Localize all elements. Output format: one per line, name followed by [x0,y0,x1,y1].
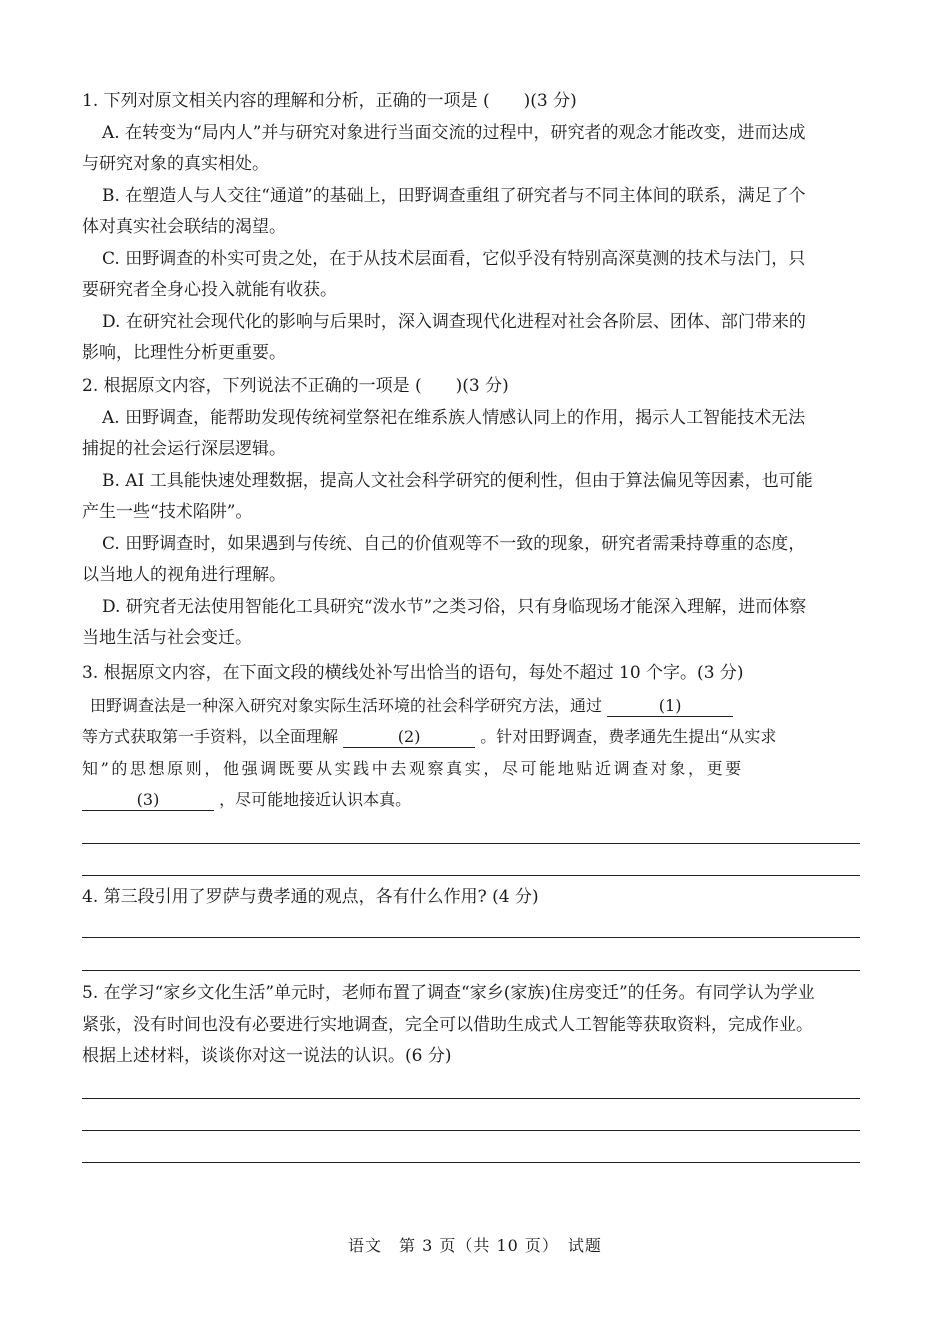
question-1-option-a-cont: 与研究对象的真实相处。 [82,154,269,174]
question-1-stem: 1. 下列对原文相关内容的理解和分析，正确的一项是 ( )(3 分) [82,91,577,111]
question-2-option-a: A. 田野调查，能帮助发现传统祠堂祭祀在维系族人情感认同上的作用，揭示人工智能技术无法 [102,407,806,428]
question-4-stem: 4. 第三段引用了罗萨与费孝通的观点，各有什么作用? (4 分) [82,887,539,907]
passage-text: 田野调查法是一种深入研究对象实际生活环境的社会科学研究方法，通过 [90,695,603,715]
answer-line-q4-2[interactable] [82,970,860,971]
answer-line-q3-2[interactable] [82,875,860,876]
question-1-option-d: D. 在研究社会现代化的影响与后果时，深入调查现代化进程对社会各阶层、团体、部门带来的 [102,311,806,332]
question-2-option-d-cont: 当地生活与社会变迁。 [82,628,252,648]
question-1-option-b: B. 在塑造人与人交往“通道”的基础上，田野调查重组了研究者与不同主体间的联系，满足了个 [102,185,806,206]
answer-line-q4-1[interactable] [82,937,860,938]
question-3-passage-line-4 [82,784,867,816]
question-5-stem-line-2: 紧张，没有时间也没有必要进行实地调查，完全可以借助生成式人工智能等获取资料，完成作业。 [82,1014,813,1035]
question-5-stem-line-3: 根据上述材料，谈谈你对这一说法的认识。(6 分) [82,1046,452,1066]
question-5 [82,978,867,1073]
question-2-option-c-cont: 以当地人的视角进行理解。 [82,565,286,585]
question-3-passage-line-2 [82,721,867,753]
question-1-option-d-cont: 影响，比理性分析更重要。 [82,343,286,363]
question-1-option-c: C. 田野调查的朴实可贵之处，在于从技术层面看，它似乎没有特别高深莫测的技术与法门，只 [102,248,806,269]
question-2-option-d: D. 研究者无法使用智能化工具研究“泼水节”之类习俗，只有身临现场才能深入理解，进而体察 [102,596,807,617]
question-1-option-b-cont: 体对真实社会联结的渴望。 [82,217,286,237]
fill-blank-2[interactable]: (2) [343,727,475,748]
answer-line-q5-1[interactable] [82,1098,860,1099]
answer-line-q3-1[interactable] [82,843,860,844]
page-footer: 语文 第 3 页（共 10 页） 试题 [348,1236,602,1255]
question-2-option-b-cont: 产生一些“技术陷阱”。 [82,502,253,522]
question-3-passage-line-3: 知”的思想原则，他强调既要从实践中去观察真实，尽可能地贴近调查对象，更要 [82,758,744,778]
question-4 [82,882,867,914]
question-5-stem-line-1: 5. 在学习“家乡文化生活”单元时，老师布置了调查“家乡(家族)住房变迁”的任务。有同学认为学业 [82,983,815,1003]
fill-blank-1[interactable]: (1) [607,696,733,717]
fill-blank-3[interactable]: (3) [82,790,214,811]
question-2 [82,371,867,655]
question-2-stem: 2. 根据原文内容，下列说法不正确的一项是 ( )(3 分) [82,376,509,396]
question-1 [82,86,867,370]
question-2-option-a-cont: 捕捉的社会运行深层逻辑。 [82,439,286,459]
question-3 [82,658,867,816]
question-2-option-c: C. 田野调查时，如果遇到与传统、自己的价值观等不一致的现象，研究者需秉持尊重的态度， [102,533,806,554]
answer-line-q5-3[interactable] [82,1162,860,1163]
passage-text: 。针对田野调查，费孝通先生提出“从实求 [480,727,777,746]
question-1-option-a: A. 在转变为“局内人”并与研究对象进行当面交流的过程中，研究者的观念才能改变，进而达成 [102,122,806,143]
passage-text: 等方式获取第一手资料，以全面理解 [82,727,339,746]
question-1-option-c-cont: 要研究者全身心投入就能有收获。 [82,280,337,300]
question-3-passage-line-1 [82,690,867,722]
question-3-stem: 3. 根据原文内容，在下面文段的横线处补写出恰当的语句，每处不超过 10 个字。(3 分) [82,663,744,683]
passage-text: ，尽可能地接近认识本真。 [219,790,412,809]
answer-line-q5-2[interactable] [82,1130,860,1131]
question-2-option-b: B. AI 工具能快速处理数据，提高人文社会科学研究的便利性，但由于算法偏见等因素，也可能 [102,470,813,491]
